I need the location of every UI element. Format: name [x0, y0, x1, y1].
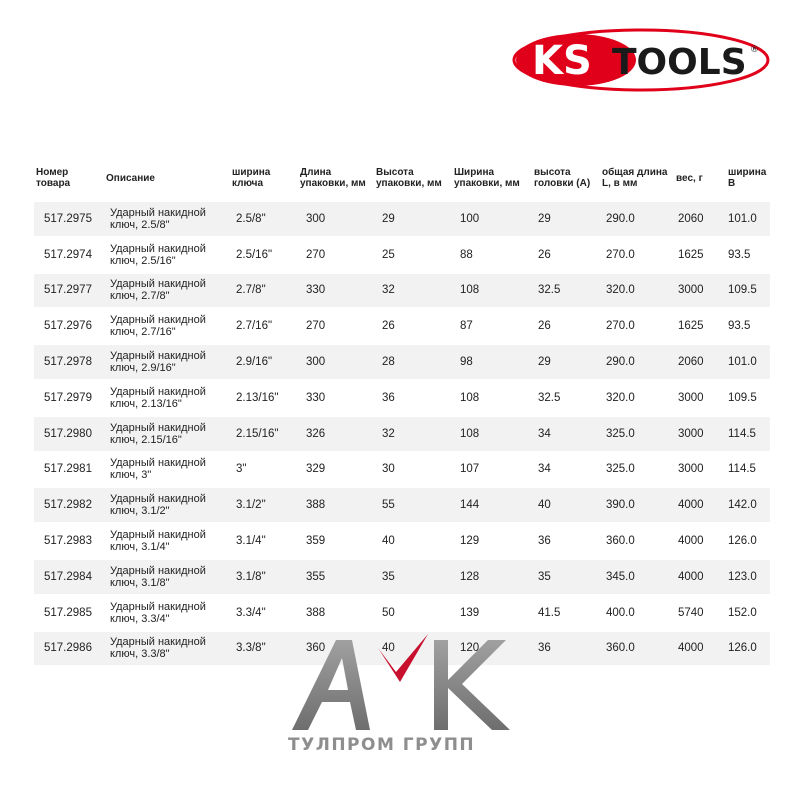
cell-col-head-height: 29: [532, 201, 600, 237]
header-col-width-b: ширина B: [728, 167, 767, 189]
header-col-key-width: ширина ключа: [232, 167, 271, 189]
table-row: [34, 559, 770, 595]
cell-col-item-number: 517.2982: [34, 487, 104, 523]
header-col-head-height: высота головки (A): [534, 167, 591, 189]
cell-col-item-number: 517.2978: [34, 344, 104, 380]
cell-col-width-b: 93.5: [726, 237, 770, 273]
cell-col-item-number: 517.2983: [34, 523, 104, 559]
table-row: [34, 344, 770, 380]
cell-col-pack-width: 129: [452, 523, 532, 559]
cell-col-key-width: 3.1/8": [230, 559, 298, 595]
cell-col-total-length: 320.0: [600, 273, 674, 309]
cell-col-pack-height: 36: [374, 380, 452, 416]
cell-col-head-height: 29: [532, 344, 600, 380]
spec-table: [34, 156, 770, 665]
cell-col-head-height: 36: [532, 523, 600, 559]
cell-col-pack-width: 139: [452, 595, 532, 631]
cell-col-key-width: 3.1/2": [230, 487, 298, 523]
cell-col-weight: 3000: [674, 273, 726, 309]
cell-col-total-length: 345.0: [600, 559, 674, 595]
cell-col-width-b: 109.5: [726, 273, 770, 309]
cell-col-pack-width: 108: [452, 416, 532, 452]
spec-table-container: [34, 156, 770, 665]
header-col-description: Описание: [106, 172, 155, 184]
cell-col-pack-width: 98: [452, 344, 532, 380]
cell-col-item-number: 517.2979: [34, 380, 104, 416]
cell-col-item-number: 517.2986: [34, 631, 104, 666]
cell-col-description: Ударный накидной ключ, 2.5/8": [104, 201, 230, 237]
cell-col-pack-height: 32: [374, 416, 452, 452]
amk-tulprom-watermark: [278, 626, 538, 756]
header-col-weight: вес, г: [676, 172, 703, 184]
cell-col-total-length: 290.0: [600, 344, 674, 380]
cell-col-weight: 3000: [674, 380, 726, 416]
cell-col-pack-width: 128: [452, 559, 532, 595]
table-row: [34, 452, 770, 488]
cell-col-item-number: 517.2975: [34, 201, 104, 237]
cell-col-description: Ударный накидной ключ, 2.5/16": [104, 237, 230, 273]
cell-col-weight: 2060: [674, 201, 726, 237]
cell-col-weight: 2060: [674, 344, 726, 380]
table-row: [34, 237, 770, 273]
cell-col-pack-height: 40: [374, 523, 452, 559]
table-row: [34, 487, 770, 523]
cell-col-pack-length: 359: [298, 523, 374, 559]
cell-col-key-width: 2.15/16": [230, 416, 298, 452]
cell-col-pack-height: 25: [374, 237, 452, 273]
cell-col-total-length: 320.0: [600, 380, 674, 416]
cell-col-pack-height: 28: [374, 344, 452, 380]
cell-col-key-width: 2.9/16": [230, 344, 298, 380]
cell-col-pack-width: 120: [452, 631, 532, 666]
table-header-row: [34, 156, 770, 201]
cell-col-item-number: 517.2981: [34, 452, 104, 488]
table-row: [34, 308, 770, 344]
cell-col-description: Ударный накидной ключ, 3.1/4": [104, 523, 230, 559]
cell-col-description: Ударный накидной ключ, 3.3/4": [104, 595, 230, 631]
cell-col-total-length: 270.0: [600, 237, 674, 273]
cell-col-pack-length: 388: [298, 487, 374, 523]
cell-col-description: Ударный накидной ключ, 2.15/16": [104, 416, 230, 452]
table-row: [34, 523, 770, 559]
cell-col-pack-length: 388: [298, 595, 374, 631]
table-row: [34, 416, 770, 452]
cell-col-weight: 3000: [674, 452, 726, 488]
cell-col-head-height: 32.5: [532, 273, 600, 309]
cell-col-pack-length: 270: [298, 308, 374, 344]
cell-col-pack-width: 87: [452, 308, 532, 344]
cell-col-head-height: 40: [532, 487, 600, 523]
table-body: [34, 201, 770, 665]
ks-tools-logo: [512, 28, 770, 92]
cell-col-description: Ударный накидной ключ, 3.1/2": [104, 487, 230, 523]
cell-col-pack-width: 144: [452, 487, 532, 523]
cell-col-item-number: 517.2984: [34, 559, 104, 595]
cell-col-total-length: 325.0: [600, 416, 674, 452]
cell-col-pack-length: 326: [298, 416, 374, 452]
cell-col-pack-width: 108: [452, 380, 532, 416]
cell-col-head-height: 34: [532, 416, 600, 452]
cell-col-head-height: 35: [532, 559, 600, 595]
cell-col-total-length: 360.0: [600, 523, 674, 559]
cell-col-weight: 4000: [674, 487, 726, 523]
header-col-item-number: Номер товара: [36, 167, 71, 189]
cell-col-head-height: 26: [532, 308, 600, 344]
cell-col-item-number: 517.2980: [34, 416, 104, 452]
cell-col-pack-length: 330: [298, 380, 374, 416]
cell-col-description: Ударный накидной ключ, 3.1/8": [104, 559, 230, 595]
cell-col-pack-length: 360: [298, 631, 374, 666]
cell-col-pack-width: 88: [452, 237, 532, 273]
cell-col-description: Ударный накидной ключ, 2.7/16": [104, 308, 230, 344]
table-row: [34, 380, 770, 416]
header-col-pack-length: Длина упаковки, мм: [300, 167, 366, 189]
cell-col-pack-width: 108: [452, 273, 532, 309]
cell-col-head-height: 26: [532, 237, 600, 273]
cell-col-pack-length: 355: [298, 559, 374, 595]
cell-col-key-width: 2.5/16": [230, 237, 298, 273]
cell-col-pack-height: 40: [374, 631, 452, 666]
cell-col-width-b: 126.0: [726, 523, 770, 559]
cell-col-key-width: 2.5/8": [230, 201, 298, 237]
cell-col-pack-length: 300: [298, 344, 374, 380]
cell-col-pack-width: 100: [452, 201, 532, 237]
cell-col-key-width: 2.13/16": [230, 380, 298, 416]
cell-col-pack-length: 270: [298, 237, 374, 273]
cell-col-pack-length: 330: [298, 273, 374, 309]
table-row: [34, 201, 770, 237]
cell-col-pack-height: 29: [374, 201, 452, 237]
cell-col-key-width: 2.7/16": [230, 308, 298, 344]
cell-col-total-length: 290.0: [600, 201, 674, 237]
cell-col-head-height: 36: [532, 631, 600, 666]
cell-col-width-b: 93.5: [726, 308, 770, 344]
cell-col-pack-width: 107: [452, 452, 532, 488]
cell-col-pack-height: 30: [374, 452, 452, 488]
cell-col-head-height: 41.5: [532, 595, 600, 631]
cell-col-pack-height: 32: [374, 273, 452, 309]
cell-col-total-length: 360.0: [600, 631, 674, 666]
cell-col-width-b: 126.0: [726, 631, 770, 666]
cell-col-width-b: 101.0: [726, 201, 770, 237]
cell-col-head-height: 34: [532, 452, 600, 488]
cell-col-item-number: 517.2974: [34, 237, 104, 273]
cell-col-key-width: 3.3/4": [230, 595, 298, 631]
cell-col-item-number: 517.2985: [34, 595, 104, 631]
cell-col-description: Ударный накидной ключ, 2.13/16": [104, 380, 230, 416]
cell-col-pack-height: 35: [374, 559, 452, 595]
header-col-pack-width: Ширина упаковки, мм: [454, 167, 520, 189]
cell-col-description: Ударный накидной ключ, 2.9/16": [104, 344, 230, 380]
cell-col-pack-height: 26: [374, 308, 452, 344]
cell-col-width-b: 109.5: [726, 380, 770, 416]
cell-col-total-length: 390.0: [600, 487, 674, 523]
cell-col-total-length: 270.0: [600, 308, 674, 344]
cell-col-weight: 4000: [674, 559, 726, 595]
logo-reg-mark: ®: [750, 45, 759, 55]
cell-col-weight: 4000: [674, 523, 726, 559]
cell-col-pack-length: 329: [298, 452, 374, 488]
cell-col-weight: 4000: [674, 631, 726, 666]
cell-col-weight: 1625: [674, 237, 726, 273]
table-row: [34, 273, 770, 309]
cell-col-key-width: 3": [230, 452, 298, 488]
logo-tools-text: TOOLS: [612, 42, 747, 83]
header-col-pack-height: Высота упаковки, мм: [376, 167, 442, 189]
cell-col-item-number: 517.2977: [34, 273, 104, 309]
cell-col-pack-length: 300: [298, 201, 374, 237]
cell-col-description: Ударный накидной ключ, 3": [104, 452, 230, 488]
cell-col-width-b: 114.5: [726, 452, 770, 488]
logo-ks-text: KS: [532, 38, 592, 84]
cell-col-width-b: 123.0: [726, 559, 770, 595]
cell-col-key-width: 3.1/4": [230, 523, 298, 559]
header-col-total-length: общая длина L, в мм: [602, 167, 668, 189]
cell-col-key-width: 3.3/8": [230, 631, 298, 666]
cell-col-width-b: 114.5: [726, 416, 770, 452]
cell-col-weight: 5740: [674, 595, 726, 631]
cell-col-width-b: 101.0: [726, 344, 770, 380]
cell-col-key-width: 2.7/8": [230, 273, 298, 309]
cell-col-width-b: 142.0: [726, 487, 770, 523]
cell-col-pack-height: 55: [374, 487, 452, 523]
cell-col-item-number: 517.2976: [34, 308, 104, 344]
cell-col-total-length: 400.0: [600, 595, 674, 631]
cell-col-description: Ударный накидной ключ, 3.3/8": [104, 631, 230, 666]
cell-col-weight: 1625: [674, 308, 726, 344]
cell-col-weight: 3000: [674, 416, 726, 452]
watermark-subtitle: ТУЛПРОМ ГРУПП: [288, 735, 476, 755]
cell-col-total-length: 325.0: [600, 452, 674, 488]
cell-col-head-height: 32.5: [532, 380, 600, 416]
cell-col-description: Ударный накидной ключ, 2.7/8": [104, 273, 230, 309]
cell-col-width-b: 152.0: [726, 595, 770, 631]
cell-col-pack-height: 50: [374, 595, 452, 631]
